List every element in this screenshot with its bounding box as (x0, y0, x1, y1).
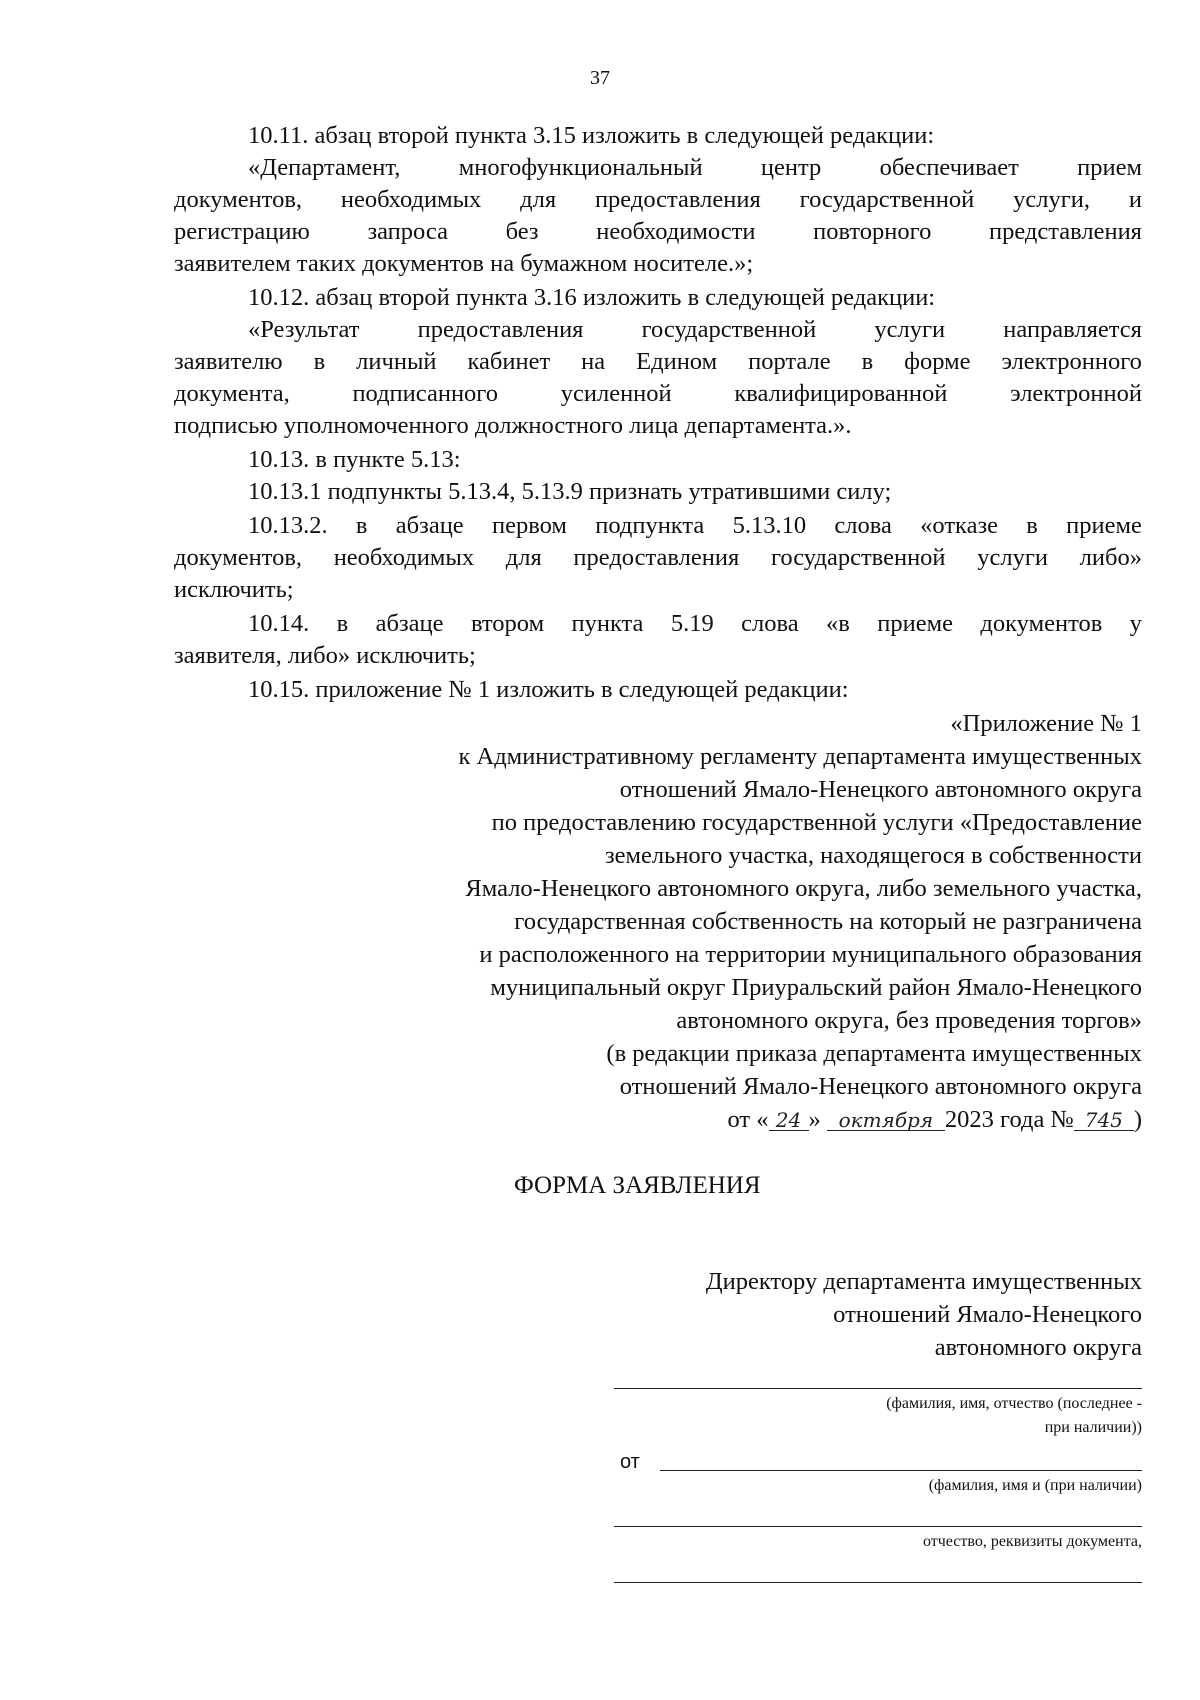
word: предоставления (417, 316, 584, 343)
word: представления (988, 218, 1142, 245)
word: подписанного (352, 380, 498, 407)
date-year: 2023 года № (944, 1106, 1074, 1133)
word: услуги, (1013, 186, 1090, 213)
word: абзаце (375, 610, 444, 637)
word: документа, (174, 380, 290, 407)
appendix-line: автономного округа, без проведения торгов» (676, 1007, 1142, 1034)
paragraph-10-15: 10.15. приложение № 1 изложить в следующей редакции: (248, 676, 849, 703)
quote-10-12-line-4: подписью уполномоченного должностного лица департамента.». (174, 412, 852, 439)
order-number-handwritten: 745 (1074, 1104, 1134, 1131)
word: документов (980, 610, 1103, 637)
word: в (355, 512, 368, 539)
word: форме (904, 348, 971, 375)
word: и (1128, 186, 1142, 213)
word: государственной (770, 544, 946, 571)
quote-10-12-line-2 (174, 346, 1142, 378)
appendix-line: и расположенного на территории муниципального образования (479, 941, 1142, 968)
date-month-handwritten: октября (827, 1104, 945, 1131)
quote-10-11-line-1 (248, 152, 1142, 184)
appendix-line: земельного участка, находящегося в собственности (604, 842, 1142, 869)
word: Едином (636, 348, 718, 375)
word: государственной (641, 316, 817, 343)
word: необходимых (340, 186, 482, 213)
word: втором (470, 610, 545, 637)
quote-10-11-line-2 (174, 184, 1142, 216)
appendix-line: отношений Ямало-Ненецкого автономного округа (619, 1073, 1142, 1100)
word: подпункта (595, 512, 705, 539)
quote-10-12-line-1 (248, 314, 1142, 346)
word: кабинет (467, 348, 551, 375)
director-name-line[interactable] (614, 1388, 1142, 1389)
paragraph-10-11: 10.11. абзац второй пункта 3.15 изложить в следующей редакции: (248, 122, 935, 149)
form-title: ФОРМА ЗАЯВЛЕНИЯ (514, 1172, 761, 1199)
paragraph-10-12: 10.12. абзац второй пункта 3.16 изложить в следующей редакции: (248, 284, 936, 311)
word: регистрацию (174, 218, 310, 245)
quote-10-11-line-4: заявителем таких документов на бумажном носителе.»; (174, 250, 754, 277)
word: 10.13.2. (248, 512, 328, 539)
word: центр (760, 154, 822, 181)
quote-10-12-line-3 (174, 378, 1142, 410)
word: абзаце (395, 512, 464, 539)
word: «в (826, 610, 850, 637)
word: заявителю (174, 348, 283, 375)
applicant-patronymic-hint: отчество, реквизиты документа, (922, 1533, 1142, 1550)
appendix-line: (в редакции приказа департамента имущественных (606, 1040, 1142, 1067)
director-name-hint-2: при наличии)) (1044, 1419, 1142, 1436)
appendix-line: государственная собственность на который не разграничена (514, 908, 1142, 935)
director-name-hint-1: (фамилия, имя, отчество (последнее - (886, 1395, 1142, 1412)
word: приеме (1066, 512, 1142, 539)
word: необходимости (596, 218, 756, 245)
word: для (520, 186, 557, 213)
word: в (336, 610, 349, 637)
applicant-name-hint: (фамилия, имя и (при наличии) (928, 1477, 1142, 1494)
date-mid: » (808, 1106, 821, 1133)
appendix-date-line (727, 1104, 1142, 1136)
applicant-name-line[interactable] (660, 1470, 1142, 1471)
word: без (505, 218, 539, 245)
from-label: от (620, 1451, 640, 1473)
appendix-line: Ямало-Ненецкого автономного округа, либо земельного участка, (465, 875, 1142, 902)
word: электронного (1001, 348, 1142, 375)
paragraph-10-13-1: 10.13.1 подпункты 5.13.4, 5.13.9 признать утратившими силу; (248, 478, 892, 505)
word: документов, (174, 186, 303, 213)
word: либо» (1079, 544, 1142, 571)
date-close: ) (1133, 1106, 1142, 1133)
word: на (581, 348, 606, 375)
word: 5.13.10 (732, 512, 807, 539)
word: «отказе (920, 512, 998, 539)
word: услуги (874, 316, 946, 343)
appendix-line: муниципальный округ Приуральский район Ямало-Ненецкого (490, 974, 1142, 1001)
word: обеспечивает (879, 154, 1019, 181)
word: у (1129, 610, 1142, 637)
date-prefix: от « (727, 1106, 769, 1133)
word: запроса (367, 218, 448, 245)
word: электронной (1010, 380, 1142, 407)
word: предоставления (594, 186, 761, 213)
word: в (861, 348, 874, 375)
applicant-patronymic-line[interactable] (614, 1526, 1142, 1527)
word: портале (748, 348, 831, 375)
paragraph-10-14-line-2: заявителя, либо» исключить; (174, 642, 476, 669)
word: многофункциональный (458, 154, 703, 181)
appendix-line: «Приложение № 1 (950, 710, 1142, 737)
applicant-document-line[interactable] (614, 1582, 1142, 1583)
paragraph-10-13-2-line-1 (248, 510, 1142, 542)
word: направляется (1003, 316, 1142, 343)
appendix-line: к Административному регламенту департамента имущественных (458, 743, 1142, 770)
paragraph-10-13-2-line-2 (174, 542, 1142, 574)
word: повторного (813, 218, 932, 245)
word: прием (1077, 154, 1142, 181)
appendix-line: отношений Ямало-Ненецкого автономного округа (619, 776, 1142, 803)
word: слова (834, 512, 892, 539)
word: государственной (799, 186, 975, 213)
word: квалифицированной (734, 380, 948, 407)
word: 5.19 (670, 610, 714, 637)
appendix-line: по предоставлению государственной услуги «Предоставление (491, 809, 1142, 836)
quote-10-11-line-3 (174, 216, 1142, 248)
paragraph-10-13: 10.13. в пункте 5.13: (248, 446, 461, 473)
word: в (1026, 512, 1038, 539)
page-number: 37 (590, 67, 610, 89)
addressee-line-3: автономного округа (934, 1334, 1142, 1361)
addressee-line-2: отношений Ямало-Ненецкого (833, 1301, 1142, 1328)
addressee-line-1: Директору департамента имущественных (705, 1268, 1142, 1295)
word: «Результат (248, 316, 360, 343)
paragraph-10-14-line-1 (248, 608, 1142, 640)
word: необходимых (333, 544, 475, 571)
word: усиленной (560, 380, 672, 407)
word: «Департамент, (248, 154, 401, 181)
word: приеме (877, 610, 953, 637)
word: в (313, 348, 326, 375)
word: для (505, 544, 542, 571)
paragraph-10-13-2-line-3: исключить; (174, 576, 294, 603)
date-day-handwritten: 24 (769, 1104, 809, 1131)
word: первом (491, 512, 567, 539)
word: пункта (571, 610, 644, 637)
word: 10.14. (248, 610, 310, 637)
word: услуги (977, 544, 1048, 571)
word: слова (741, 610, 799, 637)
word: предоставления (573, 544, 740, 571)
word: документов, (174, 544, 303, 571)
word: личный (356, 348, 437, 375)
